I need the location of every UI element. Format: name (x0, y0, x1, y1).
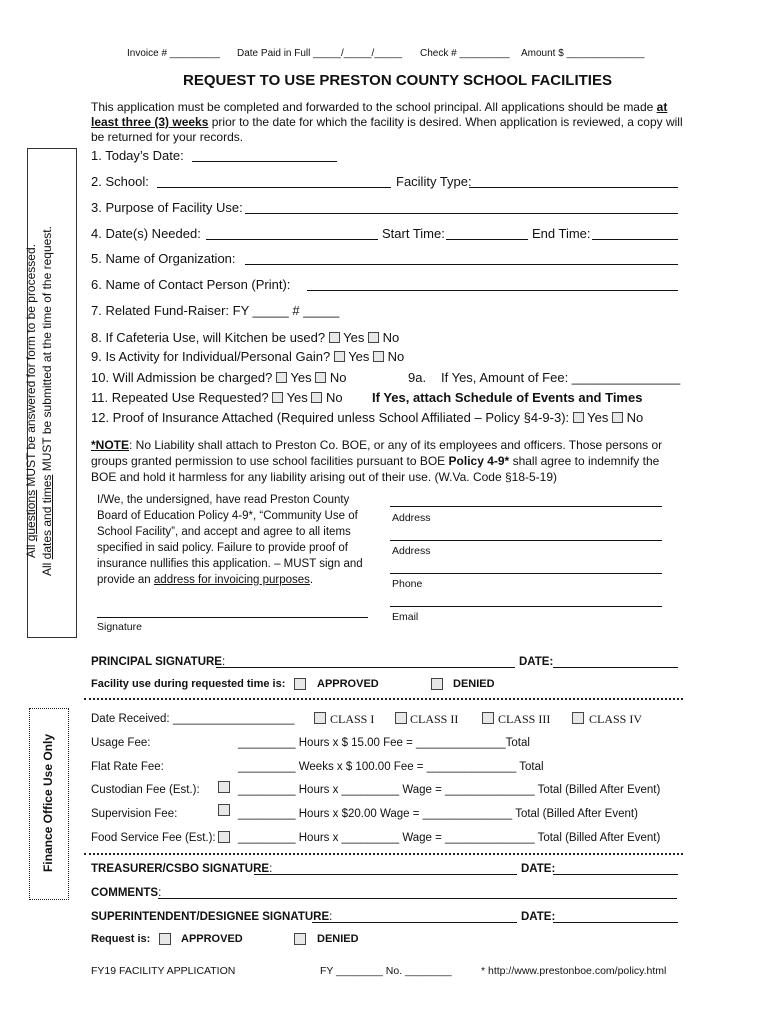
superintendent-date-line[interactable] (553, 922, 678, 923)
class4-checkbox[interactable] (572, 712, 584, 724)
facility-use-label: Facility use during requested time is: (91, 678, 286, 690)
principal-date-label: DATE: (519, 656, 554, 668)
side-note: All questions MUST be answered for form to be processed. All dates and times MUST be submitted at the time of the request. (24, 226, 54, 576)
class2-checkbox[interactable] (395, 712, 407, 724)
start-time-label: Start Time: (382, 226, 445, 241)
treasurer-date-line[interactable] (553, 874, 678, 875)
request-denied-checkbox[interactable] (294, 933, 306, 945)
page-title: REQUEST TO USE PRESTON COUNTY SCHOOL FACILITIES (183, 72, 612, 89)
finance-divider (84, 853, 683, 855)
signature-line[interactable] (97, 617, 368, 618)
facility-type-label: Facility Type: (396, 174, 472, 189)
q8-yes-checkbox[interactable] (329, 332, 340, 343)
organization-input[interactable] (245, 264, 678, 265)
q9-yes-checkbox[interactable] (334, 351, 345, 362)
end-time-label: End Time: (532, 226, 591, 241)
q9a-number: 9a. (408, 370, 427, 385)
section-divider (84, 698, 683, 700)
dates-input[interactable] (206, 239, 378, 240)
q10-yes-checkbox[interactable] (276, 372, 287, 383)
q12-label: 12. Proof of Insurance Attached (Required unless School Affiliated – Policy §4-9-3): Yes No (91, 410, 644, 425)
q9-no-checkbox[interactable] (373, 351, 384, 362)
food-service-checkbox[interactable] (218, 831, 230, 843)
footer-form-name: FY19 FACILITY APPLICATION (91, 965, 236, 977)
request-approved-label: APPROVED (181, 933, 243, 945)
food-service-fee-label: Food Service Fee (Est.): (91, 832, 216, 844)
treasurer-date-label: DATE: (521, 863, 556, 875)
phone-label: Phone (392, 578, 423, 590)
flat-rate-row[interactable]: _________ Weeks x $ 100.00 Fee = ______________ Total (238, 761, 544, 773)
q8-label: 8. If Cafeteria Use, will Kitchen be used? Yes No (91, 330, 400, 345)
liability-note: *NOTE: No Liability shall attach to Preston Co. BOE, or any of its employees and officers. Those persons or groups granted permission to use school facilities pursuant to BOE Policy 4-9* shall agree to indemnify the BOE and hold it harmless for any liability arising out of their use. (W.Va. Code §18-5-19) (91, 438, 663, 484)
q7-label[interactable]: 7. Related Fund-Raiser: FY _____ # _____ (91, 303, 340, 318)
custodian-fee-row[interactable]: _________ Hours x _________ Wage = ______________ Total (Billed After Event) (238, 784, 661, 796)
request-denied-label: DENIED (317, 933, 359, 945)
q11-yes-checkbox[interactable] (272, 392, 283, 403)
class1-checkbox[interactable] (314, 712, 326, 724)
principal-denied-label: DENIED (453, 678, 495, 690)
q11-no-checkbox[interactable] (311, 392, 322, 403)
email-line[interactable] (390, 606, 662, 607)
start-time-input[interactable] (446, 239, 528, 240)
q9a-fee[interactable]: If Yes, Amount of Fee: _______________ (441, 370, 681, 385)
q2-label: 2. School: (91, 174, 149, 189)
q11-label: 11. Repeated Use Requested? Yes No (91, 390, 343, 405)
footer-policy-url[interactable]: * http://www.prestonboe.com/policy.html (481, 965, 667, 977)
q1-label: 1. Today’s Date: (91, 148, 184, 163)
comments-label: COMMENTS: (91, 887, 162, 899)
custodian-checkbox[interactable] (218, 781, 230, 793)
address2-label: Address (392, 545, 431, 557)
principal-approved-label: APPROVED (317, 678, 379, 690)
principal-date-line[interactable] (553, 667, 678, 668)
supervision-fee-row[interactable]: _________ Hours x $20.00 Wage = ______________ Total (Billed After Event) (238, 808, 638, 820)
end-time-input[interactable] (592, 239, 678, 240)
request-approved-checkbox[interactable] (159, 933, 171, 945)
class1-label: CLASS I (330, 712, 375, 726)
q8-no-checkbox[interactable] (368, 332, 379, 343)
date-paid-field[interactable]: Date Paid in Full _____/_____/_____ (237, 48, 403, 59)
q5-label: 5. Name of Organization: (91, 251, 236, 266)
q9-label: 9. Is Activity for Individual/Personal Gain? Yes No (91, 349, 405, 364)
footer-fy-number[interactable]: FY ________ No. ________ (320, 965, 452, 977)
supervision-checkbox[interactable] (218, 804, 230, 816)
intro-text: This application must be completed and forwarded to the school principal. All applications should be made at least three (3) weeks prior to the date for which the facility is desired. When application is reviewed, a copy will be returned for your records. (91, 100, 683, 144)
check-field[interactable]: Check # _________ (420, 48, 510, 59)
q11-note: If Yes, attach Schedule of Events and Times (372, 390, 643, 405)
principal-signature-label: PRINCIPAL SIGNATURE: (91, 656, 226, 668)
comments-line[interactable] (158, 898, 677, 899)
invoice-field[interactable]: Invoice # _________ (127, 48, 220, 59)
superintendent-signature-label: SUPERINTENDENT/DESIGNEE SIGNATURE: (91, 911, 333, 923)
usage-fee-label: Usage Fee: (91, 737, 151, 749)
facility-type-input[interactable] (469, 187, 678, 188)
q1-input[interactable] (192, 161, 337, 162)
principal-denied-checkbox[interactable] (431, 678, 443, 690)
q10-no-checkbox[interactable] (315, 372, 326, 383)
q4-label: 4. Date(s) Needed: (91, 226, 201, 241)
agreement-text: I/We, the undersigned, have read Preston County Board of Education Policy 4-9*, “Community Use of School Facility”, and accept and agree to all items specified in said policy. Failure to provide proof of insurance nullifies this application. – MUST sign and provide an address for invoicing purposes. (97, 494, 363, 586)
contact-input[interactable] (307, 290, 678, 291)
class3-checkbox[interactable] (482, 712, 494, 724)
address1-line[interactable] (390, 506, 662, 507)
request-label: Request is: (91, 933, 151, 945)
purpose-input[interactable] (245, 213, 678, 214)
superintendent-date-label: DATE: (521, 911, 556, 923)
custodian-fee-label: Custodian Fee (Est.): (91, 784, 200, 796)
treasurer-signature-line[interactable] (254, 874, 517, 875)
finance-side-label: Finance Office Use Only (41, 733, 55, 873)
q12-yes-checkbox[interactable] (573, 412, 584, 423)
superintendent-signature-line[interactable] (312, 922, 517, 923)
treasurer-signature-label: TREASURER/CSBO SIGNATURE: (91, 863, 273, 875)
class4-label: CLASS IV (589, 712, 643, 726)
supervision-fee-label: Supervision Fee: (91, 808, 178, 820)
address2-line[interactable] (390, 540, 662, 541)
signature-label: Signature (97, 621, 142, 633)
q6-label: 6. Name of Contact Person (Print): (91, 277, 291, 292)
phone-line[interactable] (390, 573, 662, 574)
email-label: Email (392, 611, 419, 623)
class2-label: CLASS II (410, 712, 459, 726)
q3-label: 3. Purpose of Facility Use: (91, 200, 243, 215)
school-input[interactable] (157, 187, 391, 188)
class3-label: CLASS III (498, 712, 551, 726)
q12-no-checkbox[interactable] (612, 412, 623, 423)
amount-field[interactable]: Amount $ ______________ (521, 48, 645, 59)
usage-fee-row[interactable]: _________ Hours x $ 15.00 Fee = ______________Total (238, 737, 530, 749)
principal-signature-line[interactable] (216, 667, 515, 668)
address1-label: Address (392, 512, 431, 524)
flat-rate-label: Flat Rate Fee: (91, 761, 164, 773)
q10-label: 10. Will Admission be charged? Yes No (91, 370, 347, 385)
principal-approved-checkbox[interactable] (294, 678, 306, 690)
date-received-field[interactable]: Date Received: ___________________ (91, 713, 295, 725)
food-service-fee-row[interactable]: _________ Hours x _________ Wage = ______________ Total (Billed After Event) (238, 832, 661, 844)
